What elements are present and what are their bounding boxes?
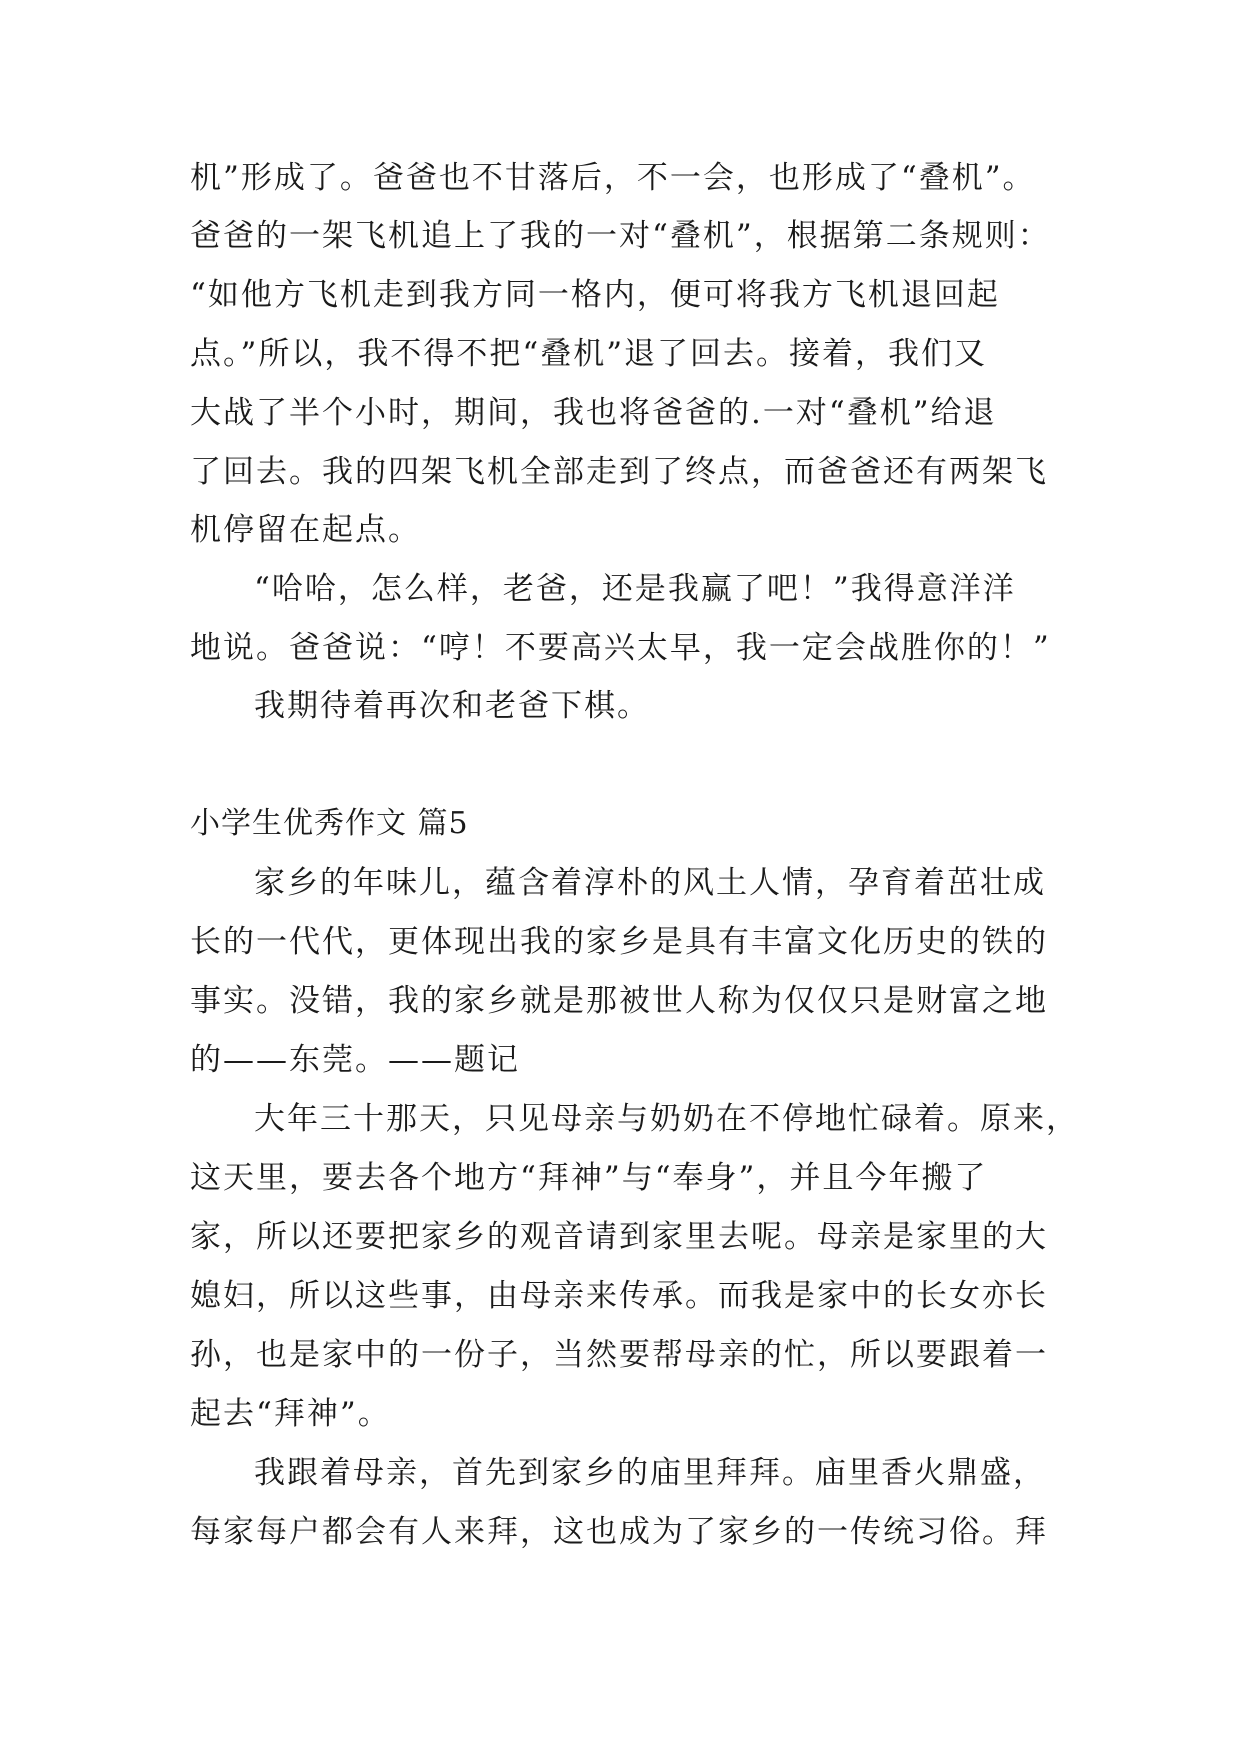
text-line: 长的一代代，更体现出我的家乡是具有丰富文化历史的铁的 [190,924,1048,960]
text-line: 事实。没错，我的家乡就是那被世人称为仅仅只是财富之地 [190,983,1048,1019]
text-line: 大年三十那天，只见母亲与奶奶在不停地忙碌着。原来， [254,1101,1079,1137]
text-line: 每家每户都会有人来拜，这也成为了家乡的一传统习俗。拜 [190,1514,1048,1550]
text-line: “哈哈，怎么样，老爸，还是我赢了吧！”我得意洋洋 [254,571,1016,607]
text-line: 家，所以还要把家乡的观音请到家里去呢。母亲是家里的大 [190,1219,1048,1255]
text-line: 这天里，要去各个地方“拜神”与“奉身”，并且今年搬了 [190,1160,988,1196]
text-line: 了回去。我的四架飞机全部走到了终点，而爸爸还有两架飞 [190,454,1048,490]
text-line: 孙，也是家中的一份子，当然要帮母亲的忙，所以要跟着一 [190,1337,1048,1373]
section-heading: 小学生优秀作文 篇5 [190,806,469,841]
text-line: 点。”所以，我不得不把“叠机”退了回去。接着，我们又 [190,336,988,372]
text-line: 大战了半个小时，期间，我也将爸爸的.一对“叠机”给退 [190,395,997,431]
text-line: 的——东莞。——题记 [190,1042,520,1078]
text-line: 我跟着母亲，首先到家乡的庙里拜拜。庙里香火鼎盛， [254,1455,1046,1491]
text-line: 起去“拜神”。 [190,1396,391,1432]
text-line: 地说。爸爸说：“哼！不要高兴太早，我一定会战胜你的！” [190,630,1051,666]
text-line: 机”形成了。爸爸也不甘落后，不一会，也形成了“叠机”。 [190,160,1036,196]
text-line: 爸爸的一架飞机追上了我的一对“叠机”，根据第二条规则： [190,218,1051,254]
text-line: 家乡的年味儿，蕴含着淳朴的风土人情，孕育着茁壮成 [254,865,1046,901]
text-line: 机停留在起点。 [190,512,421,548]
text-line: 我期待着再次和老爸下棋。 [254,688,650,724]
text-line: “如他方飞机走到我方同一格内，便可将我方飞机退回起 [190,277,1000,313]
text-line: 媳妇，所以这些事，由母亲来传承。而我是家中的长女亦长 [190,1278,1048,1314]
